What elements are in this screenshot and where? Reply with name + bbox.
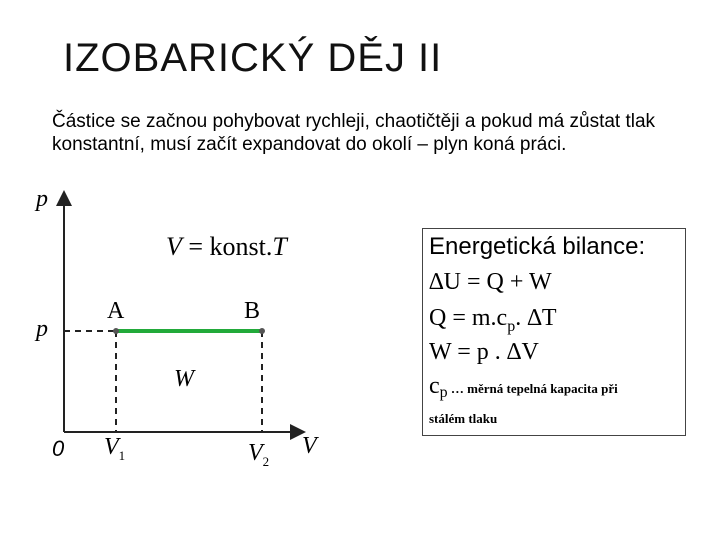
const-t: T (272, 232, 287, 261)
energy-balance-box (422, 228, 686, 436)
v2-subscript: 2 (262, 453, 270, 469)
cp-subscript: p (439, 384, 448, 402)
p-level-label: p (36, 316, 48, 342)
energy-eq-heat (429, 305, 557, 336)
cp-symbol: c (429, 373, 440, 399)
energy-eq-work: W = p . ∆V (429, 339, 539, 365)
cp-definition (429, 373, 618, 402)
const-eq: = konst. (188, 232, 273, 261)
v2-label (248, 440, 269, 470)
point-b-marker (259, 328, 265, 334)
cp-description: … měrná tepelná kapacita při (447, 381, 618, 396)
energy-eq-internal: ∆U = Q + W (429, 269, 552, 295)
eq-heat-tail: . ∆T (515, 305, 557, 331)
const-var: V (166, 232, 182, 261)
v1-symbol: V (104, 434, 119, 460)
point-a-marker (113, 328, 119, 334)
constant-temperature-label (166, 232, 287, 262)
x-axis-label: V (302, 433, 317, 459)
origin-label: 0 (52, 436, 65, 461)
eq-heat-sub: p (507, 317, 516, 335)
point-a-label: A (107, 298, 125, 324)
intro-text: Částice se začnou pohybovat rychleji, chaotičtěji a pokud má zůstat tlak konstantní, musí začít expandovat do okolí – plyn koná práci. (52, 111, 656, 155)
y-axis-label: p (36, 186, 48, 212)
v1-label (104, 434, 125, 464)
energy-box-heading: Energetická bilance: (429, 233, 646, 260)
v1-subscript: 1 (118, 447, 126, 463)
slide-title: IZOBARICKÝ DĚJ II (63, 36, 443, 80)
cp-description-cont: stálém tlaku (429, 411, 498, 426)
point-b-label: B (244, 298, 261, 324)
v2-symbol: V (248, 440, 263, 466)
work-label: W (174, 366, 194, 392)
eq-heat-main: Q = m.c (429, 305, 508, 331)
